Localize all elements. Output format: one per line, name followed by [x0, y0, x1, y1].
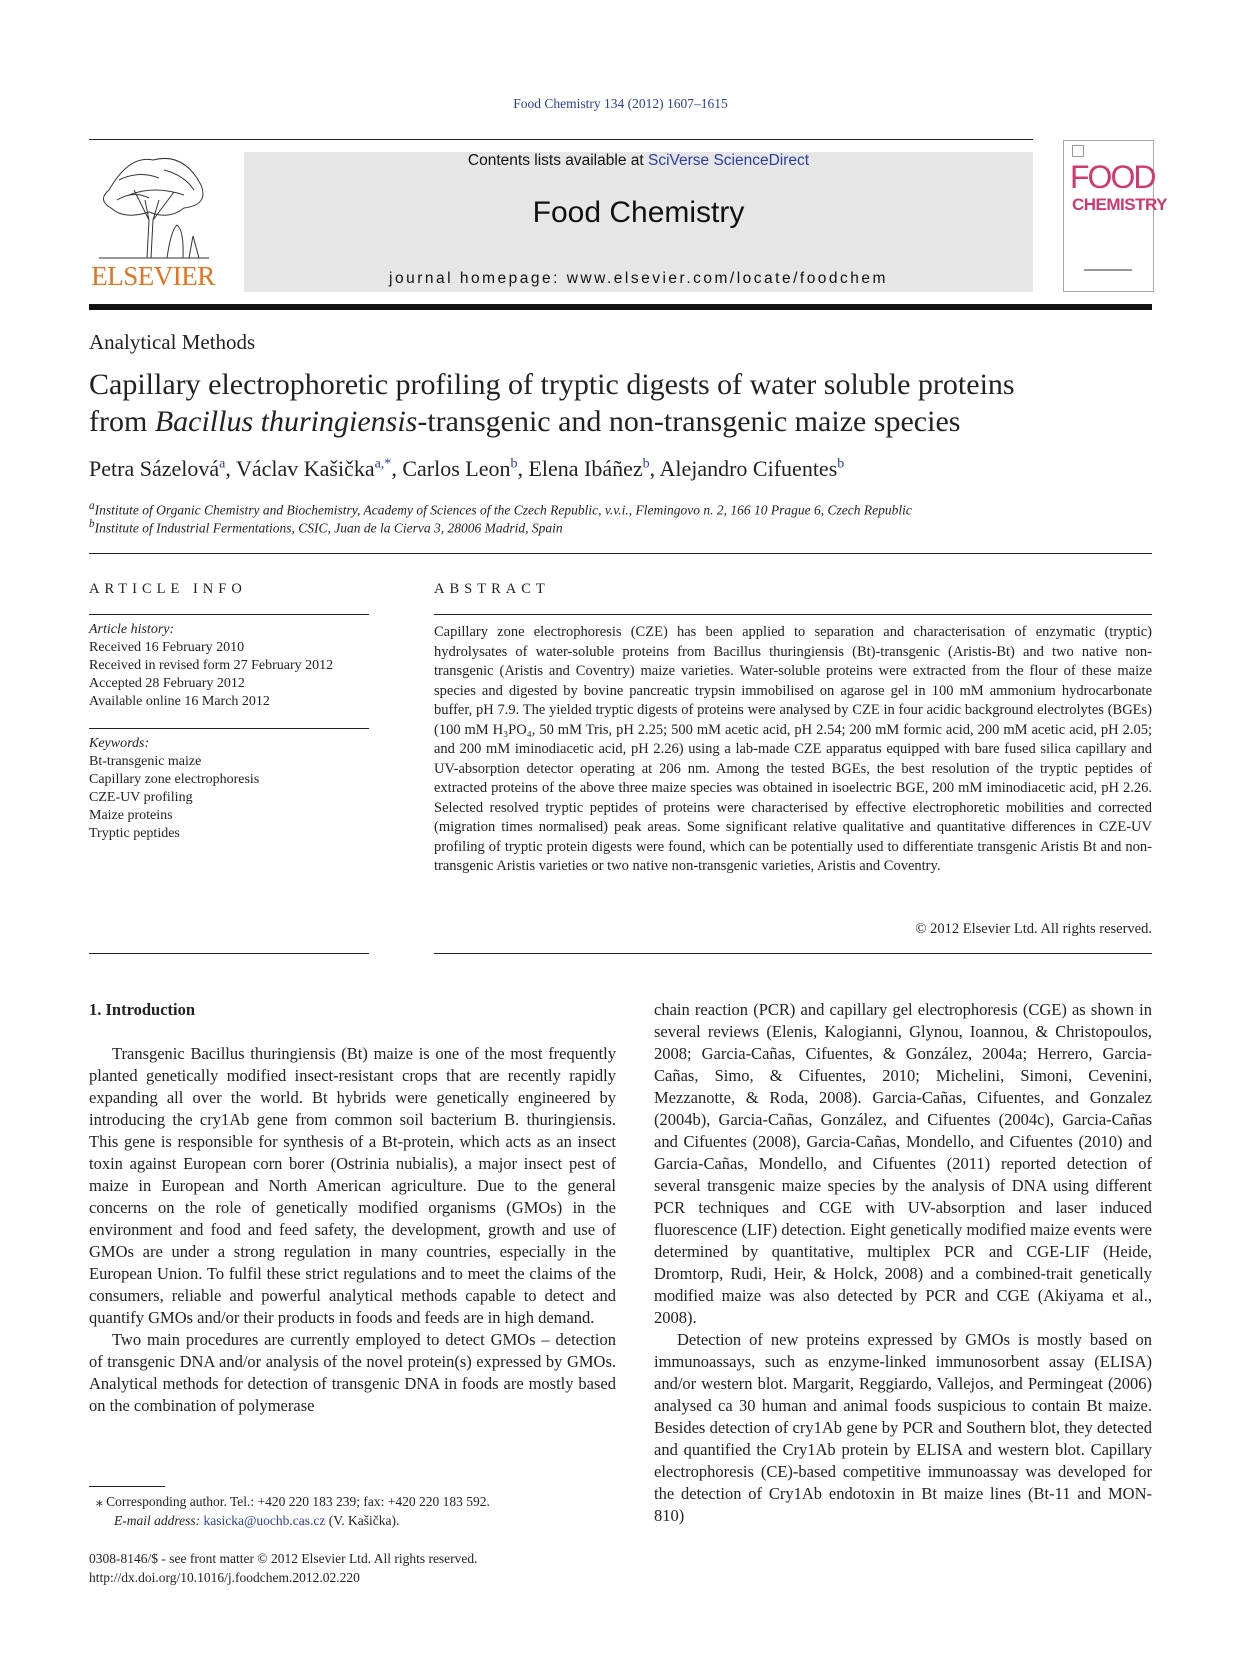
abstract-heading: ABSTRACT — [434, 581, 550, 597]
affil-sup: a — [89, 500, 95, 512]
publisher-name: ELSEVIER — [91, 261, 215, 291]
abstract-rule — [434, 614, 1152, 615]
history-item: Available online 16 March 2012 — [89, 694, 270, 709]
author-sup: b — [837, 456, 845, 472]
elsevier-logo — [89, 150, 217, 292]
title-fragment: from — [89, 405, 155, 438]
abstract-text: Capillary zone electrophoresis (CZE) has been applied to separation and characterisation of enzymatic (tryptic) hydrolysates of water-soluble proteins from Bacillus thuringiensis (Bt)-transgenic (Aristis-Bt) and two native non-transgenic (Aristis and Coventry) maize varieties. Water-soluble proteins were extracted from the flour of these maize species and digested by bovine pancreatic trypsin immobilised on agarose gel in 100 mM ammonium hydrocarbonate buffer, pH 7.9. The yielded tryptic digests of proteins were analysed by CZE in four acidic background electrolytes (BGEs) (100 mM H₃PO₄, 50 mM Tris, pH 2.25; 500 mM acetic acid, pH 2.54; 200 mM formic acid, 200 mM acetic acid, pH 2.05; and 200 mM iminodiacetic acid, pH 2.26) using a lab-made CZE apparatus equipped with bare fused silica capillary and UV-absorption detector operating at 206 nm. Among the tested BGEs, the best resolution of the tryptic peptides of extracted proteins of the above three maize species was obtained in isoelectric BGE, 200 mM iminodiacetic acid, pH 2.26. Selected resolved tryptic peptides of proteins were characterised by effective electrophoretic mobilities and corrected (migration times normalised) peak areas. Some significant relative qualitative and quantitative differences in CZE-UV profiling of tryptic protein digests were found, which can be potentially used to differentiate transgenic Aristis Bt and non-transgenic Aristis varieties or two native non-transgenic varieties, Aristis and Coventry. — [434, 624, 1152, 874]
article-history — [89, 621, 369, 711]
intro-paragraph-2: Two main procedures are currently employed to detect GMOs – detection of transgenic DNA and/or analysis of the novel protein(s) expressed by GMOs. Analytical methods for detection of transgenic DNA in foods are mostly based on the combination of polymerase — [89, 1330, 616, 1415]
affiliation-b — [89, 518, 563, 537]
author-name: Elena Ibáñez — [528, 456, 643, 481]
cover-footer-line — [1084, 269, 1132, 271]
contents-line — [244, 152, 1033, 170]
history-item: Accepted 28 February 2012 — [89, 676, 245, 691]
sciencedirect-link[interactable]: SciVerse ScienceDirect — [647, 152, 810, 169]
doi-link[interactable]: http://dx.doi.org/10.1016/j.foodchem.2012.02.220 — [89, 1570, 360, 1585]
intro-left-column — [89, 1043, 616, 1417]
issn-line: 0308-8146/$ - see front matter © 2012 Elsevier Ltd. All rights reserved. — [89, 1551, 478, 1566]
journal-cover — [1063, 140, 1167, 292]
author-sup: b — [510, 456, 518, 472]
author-sup: a,* — [374, 456, 392, 472]
keyword: Maize proteins — [89, 808, 173, 823]
affil-text: Institute of Organic Chemistry and Biochemistry, Academy of Sciences of the Czech Republic, v.v.i., Flemingovo n. 2, 166 10 Prague 6, Czech Republic — [94, 502, 912, 518]
intro-paragraph-4: Detection of new proteins expressed by GMOs is mostly based on immunoassays, such as enzyme-linked immunosorbent assay (ELISA) and/or western blot. Margarit, Reggiardo, Vallejos, and Permingeat (2006) analysed ca 30 human and animal foods suspicious to contain Bt maize. Besides detection of cry1Ab gene by PCR and Southern blot, they detected and quantified the Cry1Ab protein by ELISA and western blot. Capillary electrophoresis (CE)-based competitive immunoassay was developed for the detection of Cry1Ab endotoxin in Bt maize lines (Bt-11 and MON-810) — [654, 1330, 1152, 1525]
divider — [89, 553, 1152, 554]
author-sep: , — [649, 456, 660, 481]
author-name: Václav Kašička — [235, 456, 375, 481]
abstract-copyright: © 2012 Elsevier Ltd. All rights reserved. — [915, 921, 1152, 937]
info-rule — [89, 614, 369, 615]
email-label: E-mail address: — [114, 1513, 204, 1528]
journal-homepage[interactable]: journal homepage: www.elsevier.com/locate/foodchem — [389, 270, 888, 287]
email-footnote — [114, 1511, 399, 1530]
author-sep: , — [517, 456, 529, 481]
keyword: CZE-UV profiling — [89, 790, 193, 805]
author[interactable] — [659, 456, 844, 481]
journal-citation[interactable]: Food Chemistry 134 (2012) 1607–1615 — [513, 96, 728, 111]
affil-sup: b — [89, 518, 95, 530]
article-info-heading: ARTICLE INFO — [89, 581, 247, 597]
footnote-rule — [89, 1486, 165, 1487]
intro-right-column — [654, 999, 1152, 1527]
author-list — [89, 456, 844, 482]
keywords — [89, 735, 369, 843]
contents-prefix: Contents lists available at — [467, 152, 648, 169]
author[interactable] — [236, 456, 391, 481]
corresponding-footnote — [96, 1492, 490, 1511]
header-thick-rule — [89, 304, 1152, 310]
cover-title-2: CHEMISTRY — [1072, 195, 1167, 214]
journal-title: Food Chemistry — [532, 196, 745, 229]
journal-banner — [244, 152, 1033, 292]
abstract-rule — [434, 953, 1152, 954]
author-name: Carlos Leon — [402, 456, 511, 481]
author-name: Petra Sázelová — [89, 456, 220, 481]
affiliation-a — [89, 500, 912, 519]
keyword: Tryptic peptides — [89, 826, 180, 841]
asterisk: ⁎ — [96, 1494, 107, 1509]
header-rule — [89, 139, 1033, 140]
history-item: Received 16 February 2010 — [89, 640, 245, 655]
author[interactable] — [402, 456, 517, 481]
article-title — [89, 366, 1152, 440]
history-label: Article history: — [89, 622, 175, 637]
author-name: Alejandro Cifuentes — [659, 456, 838, 481]
title-fragment: -transgenic and non-transgenic maize species — [417, 405, 961, 438]
title-italic: Bacillus thuringiensis — [154, 405, 418, 438]
author-sep: , — [391, 456, 403, 481]
intro-heading: 1. Introduction — [89, 1000, 196, 1019]
keyword: Capillary zone electrophoresis — [89, 772, 260, 787]
info-rule — [89, 728, 369, 729]
cover-title-1: FOOD — [1070, 159, 1155, 195]
author[interactable] — [528, 456, 649, 481]
email-suffix: (V. Kašička). — [325, 1513, 400, 1528]
intro-paragraph-1: Transgenic Bacillus thuringiensis (Bt) maize is one of the most frequently planted genetically modified insect-resistant crops that are recently rapidly expanding all over the world. Bt hybrids were genetically engineered by introducing the cry1Ab gene from common soil bacterium B. thuringiensis. This gene is responsible for synthesis of a Bt-protein, which acts as an insect toxin against European corn borer (Ostrinia nubialis), a major insect pest of maize in European and North American agriculture. Due to the general concerns on the role of genetically modified organisms (GMOs) in the environment and food and feed safety, the development, growth and use of GMOs are under a strong regulation in many countries, especially in the European Union. To fulfil these strict regulations and to meet the claims of the consumers, reliable and powerful analytical methods capable to detect and quantify GMOs and/or their products in foods and feeds are in high demand. — [89, 1044, 616, 1327]
title-line-2 — [89, 403, 1152, 440]
keyword: Bt-transgenic maize — [89, 754, 202, 769]
email-link[interactable]: kasicka@uochb.cas.cz — [203, 1513, 326, 1528]
author[interactable] — [89, 456, 225, 481]
cover-mark-icon — [1072, 145, 1084, 157]
section-label: Analytical Methods — [89, 330, 256, 354]
intro-paragraph-3: chain reaction (PCR) and capillary gel electrophoresis (CGE) as shown in several reviews (Elenis, Kalogianni, Glynou, Ioannou, & Christopoulos, 2008; Garcia-Cañas, Cifuentes, & González, 2004a; Herrero, Garcia-Cañas, Simo, & Cifuentes, 2010; Michelini, Simoni, Cevenini, Mezzanotte, & Roda, 2008). Garcia-Cañas, Cifuentes, and Gonzalez (2004b), Garcia-Cañas, González, and Cifuentes (2004c), Garcia-Cañas and Cifuentes (2008), Garcia-Cañas, Mondello, and Cifuentes (2010) and Garcia-Cañas, Mondello, and Cifuentes (2011) reported detection of several transgenic maize species by the analysis of DNA using different PCR techniques and CGE with UV-absorption and laser induced fluorescence (LIF) detection. Eight genetically modified maize events were determined by quantitative, multiplex PCR and CGE-LIF (Heide, Dromtorp, Rudi, Heir, & Holck, 2008) and a combined-trait genetically modified maize was also detected by PCR and CGE (Akiyama et al., 2008). — [654, 1000, 1152, 1327]
author-sup: b — [642, 456, 650, 472]
author-sep: , — [225, 456, 236, 481]
keywords-label: Keywords: — [89, 736, 150, 751]
title-line-1: Capillary electrophoretic profiling of tryptic digests of water soluble proteins — [89, 368, 1015, 401]
tree-icon — [89, 150, 217, 262]
info-rule — [89, 953, 369, 954]
history-item: Received in revised form 27 February 2012 — [89, 658, 334, 673]
author-sup: a — [219, 456, 226, 472]
corresponding-text: Corresponding author. Tel.: +420 220 183 239; fax: +420 220 183 592. — [106, 1494, 490, 1509]
affil-text: Institute of Industrial Fermentations, CSIC, Juan de la Cierva 3, 28006 Madrid, Spain — [94, 520, 563, 536]
